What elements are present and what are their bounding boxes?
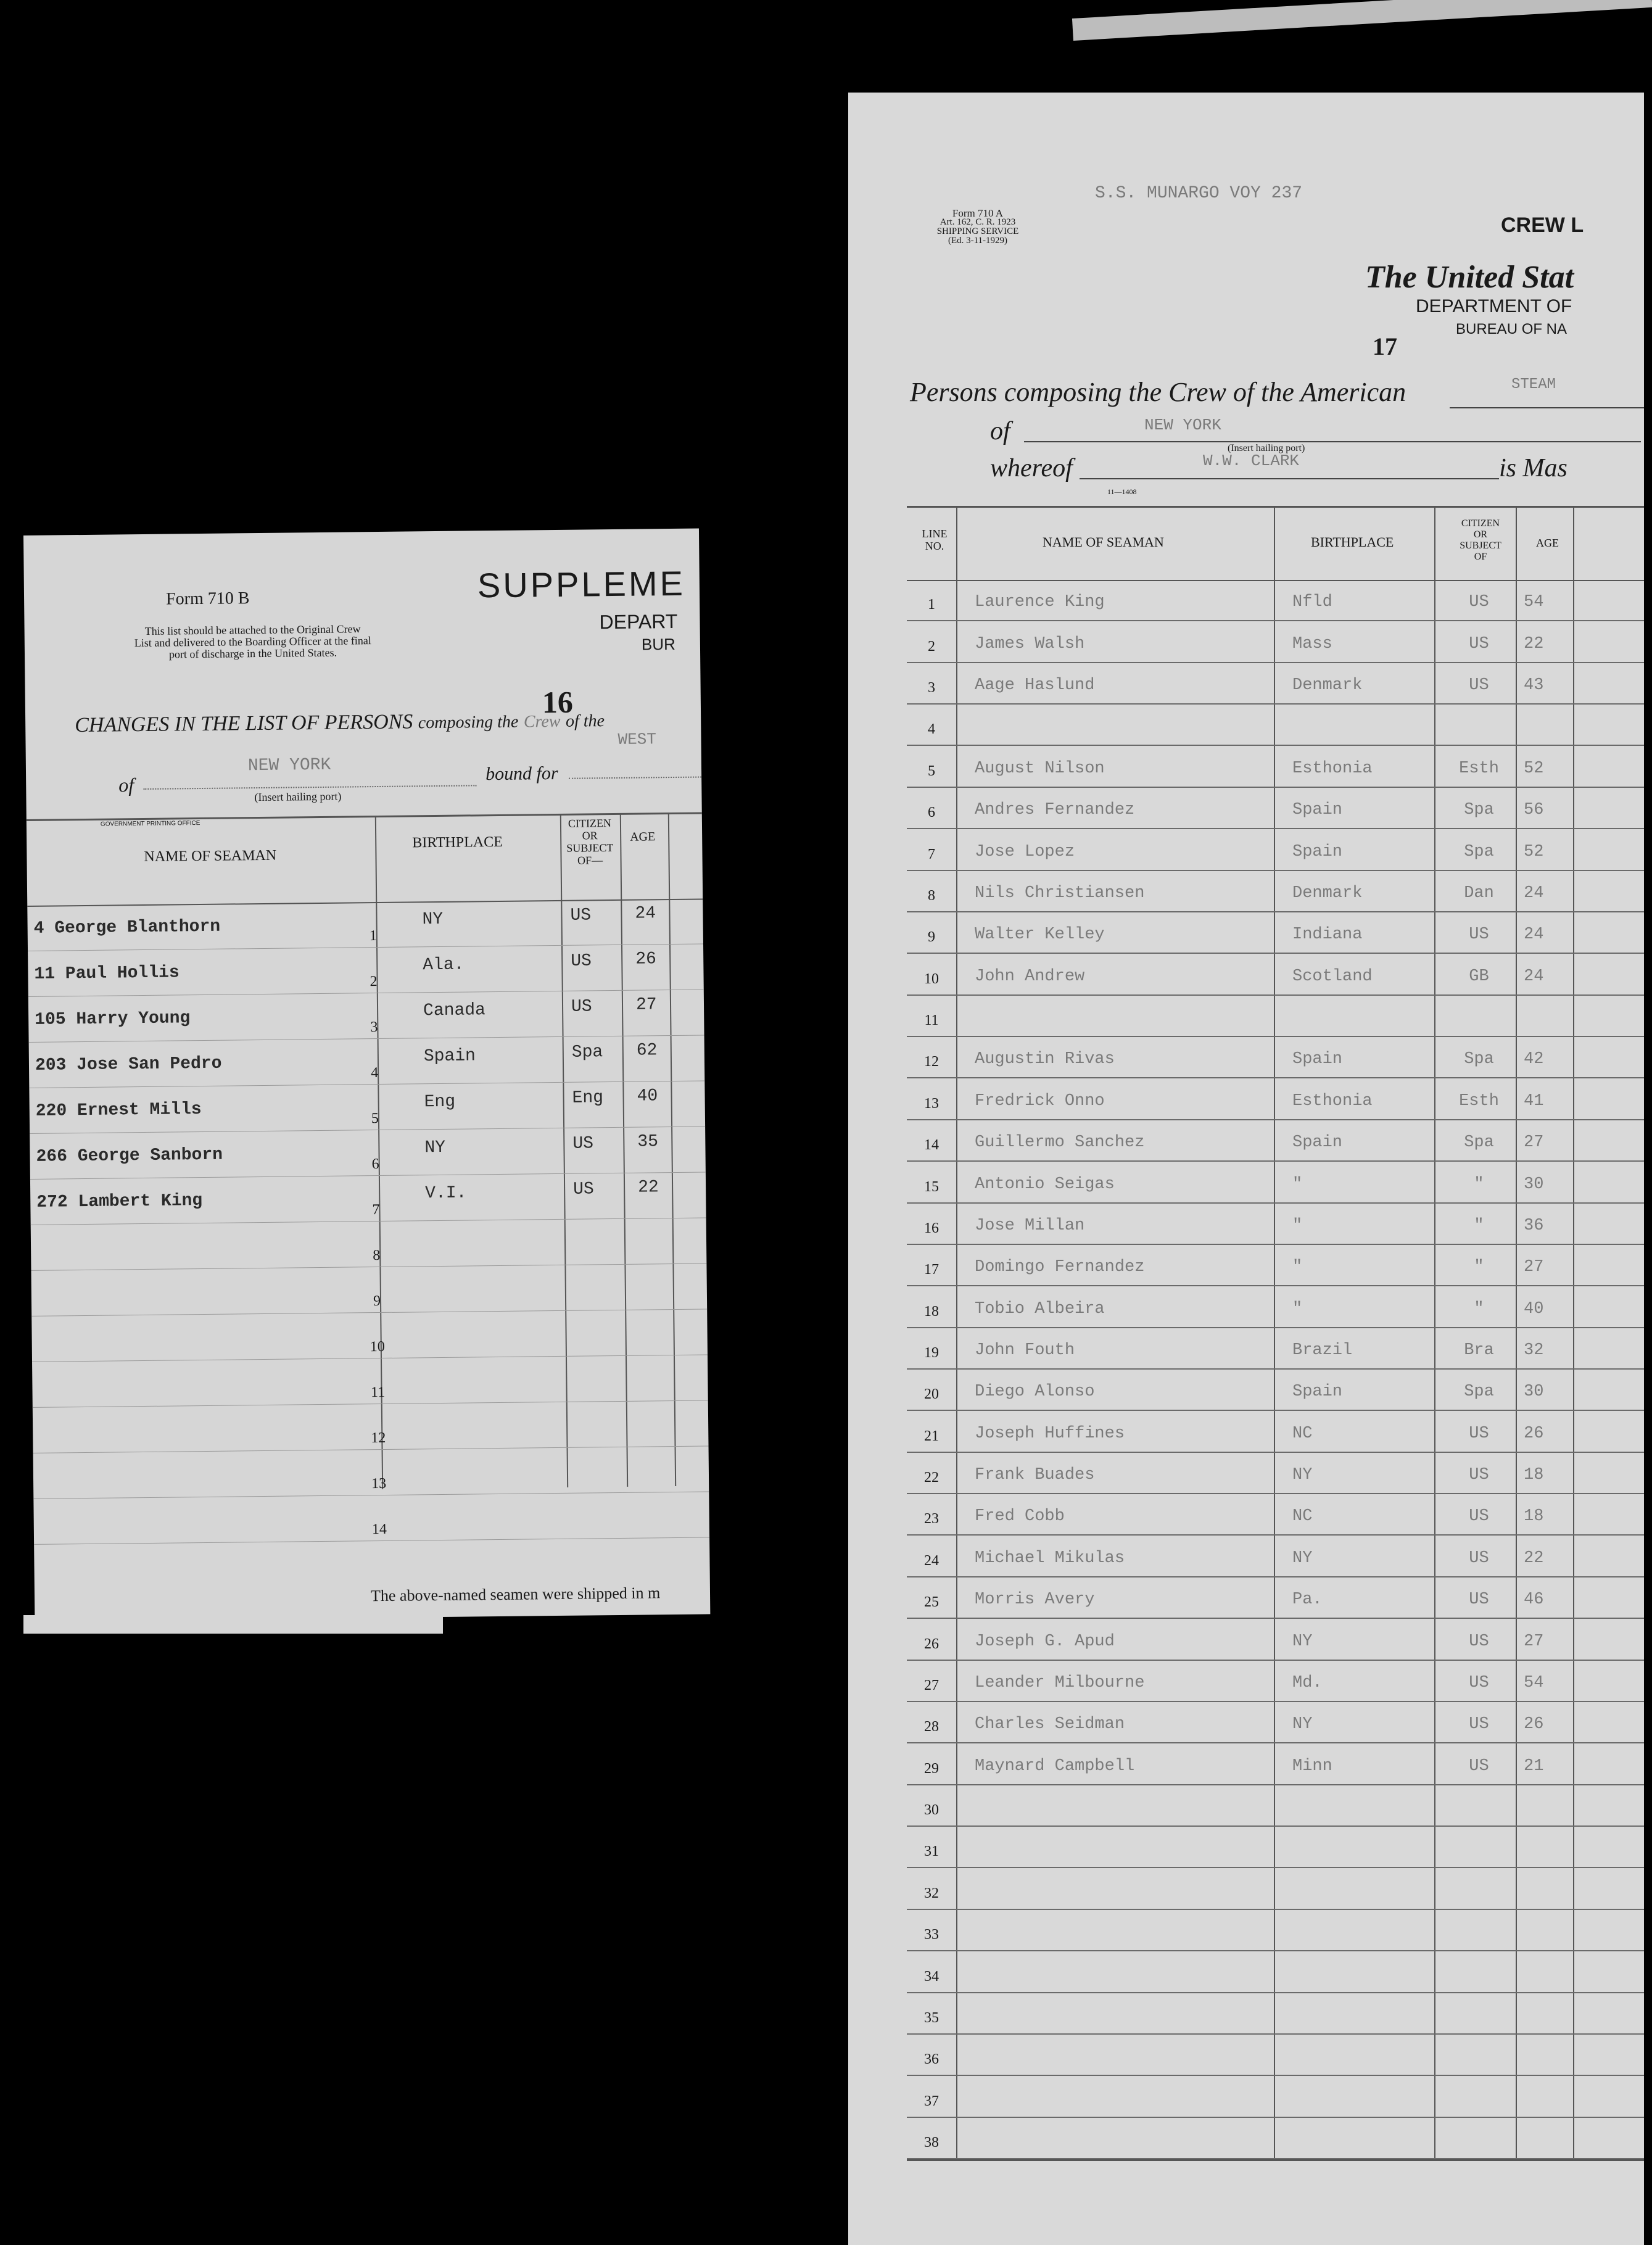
table-row bbox=[907, 1411, 1644, 1452]
citizen-of: Esth bbox=[1459, 759, 1499, 778]
line-number: 2 bbox=[928, 638, 935, 655]
table-row bbox=[907, 1577, 1644, 1619]
table-row bbox=[907, 1120, 1644, 1162]
crew-col-birthplace-header: BIRTHPLACE bbox=[1311, 534, 1394, 550]
birthplace: Scotland bbox=[1292, 967, 1373, 986]
table-row bbox=[907, 1037, 1644, 1078]
seaman-name: John Andrew bbox=[975, 967, 1085, 986]
birthplace: Denmark bbox=[1292, 883, 1363, 903]
citizen-of: US bbox=[571, 997, 592, 1017]
line-number: 12 bbox=[371, 1429, 386, 1447]
line-number: 5 bbox=[928, 763, 935, 779]
age: 27 bbox=[1524, 1632, 1544, 1651]
age: 22 bbox=[1524, 1548, 1544, 1568]
table-row bbox=[907, 1868, 1644, 1909]
supplement-department: DEPART bbox=[599, 610, 678, 634]
table-row bbox=[907, 1162, 1644, 1203]
birthplace: Md. bbox=[1292, 1673, 1323, 1692]
birthplace: NY bbox=[422, 909, 444, 930]
table-row bbox=[907, 1827, 1644, 1868]
line-number: 17 bbox=[924, 1262, 939, 1278]
table-row bbox=[28, 944, 704, 996]
seaman-name: Frank Buades bbox=[975, 1466, 1095, 1485]
table-row bbox=[33, 1492, 709, 1544]
table-row bbox=[907, 2076, 1644, 2117]
birthplace: V.I. bbox=[425, 1183, 467, 1204]
table-row bbox=[907, 1910, 1644, 1951]
citizen-of: US bbox=[571, 951, 592, 971]
citizen-of: Spa bbox=[1464, 1133, 1494, 1152]
line-number: 33 bbox=[924, 1927, 939, 1943]
table-row bbox=[907, 1702, 1644, 1743]
crew-col-name-header: NAME OF SEAMAN bbox=[1043, 534, 1164, 550]
seaman-name: John Fouth bbox=[975, 1341, 1075, 1360]
citizen-of: US bbox=[1469, 1424, 1489, 1443]
col-age-header: AGE bbox=[630, 830, 656, 844]
seaman-name: Laurence King bbox=[975, 593, 1105, 612]
citizen-of: Spa bbox=[571, 1043, 603, 1062]
line-number: 18 bbox=[924, 1303, 939, 1320]
birthplace: " bbox=[1292, 1258, 1303, 1277]
age: 26 bbox=[1524, 1715, 1544, 1734]
citizen-of: US bbox=[1469, 1715, 1489, 1734]
table-row bbox=[907, 829, 1644, 870]
supplement-bureau: BUR bbox=[641, 634, 675, 654]
line-number: 35 bbox=[924, 2009, 939, 2026]
citizen-of: " bbox=[1474, 1175, 1484, 1194]
seaman-name: Morris Avery bbox=[975, 1590, 1095, 1610]
line-number: 8 bbox=[373, 1247, 381, 1264]
seaman-name: Andres Fernandez bbox=[975, 801, 1135, 820]
line-number: 15 bbox=[924, 1178, 939, 1195]
seaman-name: 220 Ernest Mills bbox=[35, 1100, 202, 1121]
line-number: 27 bbox=[924, 1677, 939, 1693]
crew-hailing-caption: (Insert hailing port) bbox=[1228, 443, 1305, 453]
citizen-of: US bbox=[572, 1180, 594, 1199]
birthplace: " bbox=[1292, 1299, 1303, 1318]
age: 43 bbox=[1524, 676, 1544, 695]
birthplace: Pa. bbox=[1292, 1590, 1323, 1610]
line-number: 34 bbox=[924, 1968, 939, 1985]
birthplace: Spain bbox=[1292, 842, 1343, 861]
master-line bbox=[1080, 478, 1499, 479]
citizen-of: US bbox=[1469, 1548, 1489, 1568]
table-row bbox=[907, 1286, 1644, 1328]
age: 56 bbox=[1524, 801, 1544, 820]
birthplace: Ala. bbox=[423, 955, 465, 975]
row-rule bbox=[34, 1537, 709, 1544]
line-number: 16 bbox=[924, 1220, 939, 1236]
age: 27 bbox=[1524, 1133, 1544, 1152]
crew-col-citizen-header: CITIZEN OR SUBJECT OF bbox=[1460, 518, 1501, 562]
table-row bbox=[27, 899, 703, 951]
age: 52 bbox=[1524, 759, 1544, 778]
table-row bbox=[907, 1951, 1644, 1993]
seaman-name: James Walsh bbox=[975, 634, 1085, 653]
table-row bbox=[907, 788, 1644, 829]
age: 35 bbox=[637, 1132, 659, 1152]
age: 18 bbox=[1524, 1466, 1544, 1485]
vessel-type: STEAM bbox=[1511, 376, 1556, 393]
citizen-of: US bbox=[1469, 1673, 1489, 1692]
table-row bbox=[907, 1494, 1644, 1536]
table-row bbox=[907, 871, 1644, 912]
table-row bbox=[907, 1078, 1644, 1120]
citizen-of: US bbox=[570, 906, 592, 925]
age: 40 bbox=[1524, 1299, 1544, 1318]
table-row bbox=[907, 912, 1644, 954]
seaman-name: Domingo Fernandez bbox=[975, 1258, 1145, 1277]
supplement-tear bbox=[23, 1615, 443, 1634]
birthplace: Brazil bbox=[1292, 1341, 1353, 1360]
seaman-name: Michael Mikulas bbox=[975, 1548, 1125, 1568]
table-row bbox=[907, 954, 1644, 995]
age: 22 bbox=[637, 1178, 659, 1197]
line-number: 26 bbox=[924, 1635, 939, 1652]
supplement-title: SUPPLEME bbox=[477, 563, 686, 605]
birthplace: NC bbox=[1292, 1507, 1313, 1526]
seaman-name: Maynard Campbell bbox=[975, 1756, 1135, 1776]
seaman-name: 203 Jose San Pedro bbox=[35, 1054, 222, 1075]
birthplace: NY bbox=[1292, 1548, 1313, 1568]
age: 46 bbox=[1524, 1590, 1544, 1610]
table-row bbox=[907, 746, 1644, 787]
vessel-type-line bbox=[1450, 407, 1644, 408]
table-row bbox=[30, 1172, 706, 1225]
supplement-hailing-port: NEW YORK bbox=[247, 755, 331, 776]
line-number: 14 bbox=[371, 1521, 387, 1538]
age: 24 bbox=[1524, 967, 1544, 986]
birthplace: Denmark bbox=[1292, 676, 1363, 695]
citizen-of: US bbox=[1469, 925, 1489, 945]
birthplace: Canada bbox=[423, 1001, 486, 1021]
age: 24 bbox=[635, 904, 656, 924]
changes-heading: CHANGES IN THE LIST OF PERSONS composing the Crew of the bbox=[75, 710, 605, 737]
bound-for-label: bound for bbox=[485, 763, 558, 785]
table-row bbox=[907, 663, 1644, 705]
birthplace: Minn bbox=[1292, 1756, 1332, 1776]
table-row bbox=[907, 580, 1644, 621]
age: 26 bbox=[635, 949, 657, 969]
birthplace: NY bbox=[1292, 1715, 1313, 1734]
line-number: 24 bbox=[924, 1552, 939, 1569]
line-number: 3 bbox=[370, 1019, 378, 1036]
col-name-header: NAME OF SEAMAN bbox=[144, 847, 277, 865]
table-row bbox=[907, 1536, 1644, 1577]
table-row bbox=[907, 1661, 1644, 1702]
birthplace: Spain bbox=[1292, 1383, 1343, 1402]
crew-col-age-header: AGE bbox=[1536, 537, 1559, 549]
supplement-footer: The above-named seamen were shipped in m bbox=[370, 1584, 661, 1605]
seaman-name: 11 Paul Hollis bbox=[34, 963, 180, 984]
seaman-name: Nils Christiansen bbox=[975, 883, 1145, 903]
persons-heading: Persons composing the Crew of the American bbox=[910, 377, 1406, 407]
age: 32 bbox=[1524, 1341, 1544, 1360]
department-title: DEPARTMENT OF bbox=[1416, 296, 1572, 316]
line-number: 37 bbox=[924, 2093, 939, 2109]
citizen-of: US bbox=[1469, 634, 1489, 653]
whereof-label: whereof bbox=[990, 454, 1073, 482]
table-row bbox=[907, 1370, 1644, 1411]
age: 40 bbox=[637, 1086, 658, 1106]
citizen-of: Spa bbox=[1464, 1050, 1494, 1069]
line-number: 23 bbox=[924, 1511, 939, 1528]
line-number: 22 bbox=[924, 1470, 939, 1486]
line-number: 28 bbox=[924, 1719, 939, 1735]
citizen-of: US bbox=[1469, 1632, 1489, 1651]
line-number: 36 bbox=[924, 2051, 939, 2068]
table-row bbox=[31, 1218, 707, 1270]
citizen-of: US bbox=[1469, 676, 1489, 695]
line-number: 9 bbox=[928, 929, 935, 946]
table-row bbox=[29, 1081, 705, 1133]
citizen-of: US bbox=[1469, 1756, 1489, 1776]
citizen-of: Eng bbox=[572, 1088, 604, 1108]
age: 36 bbox=[1524, 1216, 1544, 1235]
seaman-name: Tobio Albeira bbox=[975, 1299, 1105, 1318]
table-row bbox=[907, 621, 1644, 663]
line-number: 32 bbox=[924, 1885, 939, 1901]
crew-list-sheet bbox=[848, 93, 1644, 2245]
supplement-of-label: of bbox=[118, 774, 134, 796]
line-number: 5 bbox=[371, 1110, 379, 1127]
line-number: 8 bbox=[928, 887, 935, 904]
age: 41 bbox=[1524, 1091, 1544, 1110]
age: 18 bbox=[1524, 1507, 1544, 1526]
citizen-of: Spa bbox=[1464, 801, 1494, 820]
line-number: 38 bbox=[924, 2134, 939, 2151]
crew-table-top bbox=[907, 506, 1644, 508]
supplement-hailing-caption: (Insert hailing port) bbox=[254, 790, 342, 804]
attach-note: This list should be attached to the Original Crew List and delivered to the Boarding Officer at the final port of discharge in the United States. bbox=[134, 622, 371, 661]
line-number: 11 bbox=[370, 1384, 386, 1401]
citizen-of: GB bbox=[1469, 967, 1489, 986]
bound-for-line bbox=[569, 777, 701, 779]
age: 30 bbox=[1524, 1383, 1544, 1402]
age: 21 bbox=[1524, 1756, 1544, 1776]
citizen-of: " bbox=[1474, 1216, 1484, 1235]
line-number: 10 bbox=[370, 1338, 385, 1355]
citizen-of: US bbox=[1469, 1466, 1489, 1485]
crew-hailing-port: NEW YORK bbox=[1144, 416, 1221, 434]
table-row bbox=[31, 1309, 708, 1362]
seaman-name: Guillermo Sanchez bbox=[975, 1133, 1145, 1152]
table-row bbox=[907, 1204, 1644, 1245]
master-name: W.W. CLARK bbox=[1203, 452, 1300, 470]
table-row bbox=[33, 1400, 709, 1453]
table-row bbox=[907, 1785, 1644, 1827]
ship-voyage: S.S. MUNARGO VOY 237 bbox=[1095, 184, 1303, 203]
table-row bbox=[32, 1355, 708, 1407]
line-number: 14 bbox=[924, 1137, 939, 1154]
age: 52 bbox=[1524, 842, 1544, 861]
line-number: 7 bbox=[928, 846, 935, 862]
col-citizen-header: CITIZEN OR SUBJECT OF— bbox=[566, 817, 614, 867]
seaman-name: Augustin Rivas bbox=[975, 1050, 1115, 1069]
seaman-name: Diego Alonso bbox=[975, 1383, 1095, 1402]
table-row bbox=[907, 2118, 1644, 2159]
line-number: 12 bbox=[924, 1054, 939, 1070]
seaman-name: 266 George Sanborn bbox=[36, 1145, 223, 1167]
line-number: 3 bbox=[928, 680, 935, 697]
line-number: 6 bbox=[928, 804, 935, 821]
bureau-title: BUREAU OF NA bbox=[1456, 321, 1567, 337]
line-number: 13 bbox=[371, 1475, 387, 1492]
line-number: 25 bbox=[924, 1594, 939, 1611]
age: 54 bbox=[1524, 1673, 1544, 1692]
age: 42 bbox=[1524, 1050, 1544, 1069]
line-number: 11 bbox=[924, 1012, 939, 1029]
age: 62 bbox=[636, 1041, 658, 1060]
birthplace: Spain bbox=[1292, 1050, 1343, 1069]
citizen-of: Spa bbox=[1464, 1383, 1494, 1402]
citizen-of: Spa bbox=[1464, 842, 1494, 861]
crew-of-label: of bbox=[990, 417, 1010, 445]
table-row bbox=[31, 1263, 707, 1316]
table-row bbox=[907, 1619, 1644, 1660]
birthplace: NY bbox=[1292, 1466, 1313, 1485]
line-number: 7 bbox=[372, 1202, 380, 1218]
birthplace: Eng bbox=[424, 1092, 456, 1112]
crew-print-code: 11—1408 bbox=[1107, 487, 1137, 496]
crew-table-bottom bbox=[907, 2159, 1644, 2161]
birthplace: Spain bbox=[1292, 801, 1343, 820]
citizen-of: US bbox=[572, 1134, 594, 1154]
age: 22 bbox=[1524, 634, 1544, 653]
line-number: 2 bbox=[370, 974, 378, 990]
line-number: 1 bbox=[928, 597, 935, 613]
table-row bbox=[907, 996, 1644, 1037]
col-birthplace-header: BIRTHPLACE bbox=[412, 833, 503, 851]
table-row bbox=[33, 1446, 709, 1499]
supplement-vessel: WEST bbox=[617, 730, 657, 749]
line-number: 20 bbox=[924, 1386, 939, 1403]
birthplace: NY bbox=[1292, 1632, 1313, 1651]
seaman-name: Jose Lopez bbox=[975, 842, 1075, 861]
seaman-name: Leander Milbourne bbox=[975, 1673, 1145, 1692]
birthplace: Mass bbox=[1292, 634, 1332, 653]
age: 27 bbox=[635, 995, 657, 1015]
line-number: 31 bbox=[924, 1843, 939, 1860]
crew-list-number: 17 bbox=[1373, 333, 1397, 360]
seaman-name: Antonio Seigas bbox=[975, 1175, 1115, 1194]
seaman-name: August Nilson bbox=[975, 759, 1105, 778]
birthplace: Esthonia bbox=[1292, 759, 1373, 778]
line-number: 21 bbox=[924, 1428, 939, 1444]
line-number: 4 bbox=[928, 721, 935, 738]
age: 26 bbox=[1524, 1424, 1544, 1443]
birthplace: Spain bbox=[1292, 1133, 1343, 1152]
table-row bbox=[907, 1453, 1644, 1494]
table-row bbox=[30, 1127, 706, 1179]
seaman-name: Fredrick Onno bbox=[975, 1091, 1105, 1110]
is-master-label: is Mas bbox=[1499, 454, 1567, 482]
table-row bbox=[28, 990, 704, 1042]
age: 30 bbox=[1524, 1175, 1544, 1194]
birthplace: Esthonia bbox=[1292, 1091, 1373, 1110]
citizen-of: US bbox=[1469, 593, 1489, 612]
seaman-name: Charles Seidman bbox=[975, 1715, 1125, 1734]
birthplace: Nfld bbox=[1292, 593, 1332, 612]
citizen-of: Bra bbox=[1464, 1341, 1494, 1360]
line-number: 30 bbox=[924, 1802, 939, 1819]
seaman-name: Joseph G. Apud bbox=[975, 1632, 1115, 1651]
form-710a-label: Form 710 A Art. 162, C. R. 1923 SHIPPING SERVICE (Ed. 3-11-1929) bbox=[936, 207, 1019, 246]
birthplace: Indiana bbox=[1292, 925, 1363, 945]
line-number: 4 bbox=[371, 1065, 379, 1081]
seaman-name: Fred Cobb bbox=[975, 1507, 1065, 1526]
line-number: 1 bbox=[369, 928, 377, 945]
table-row bbox=[907, 2035, 1644, 2076]
table-row bbox=[907, 1743, 1644, 1785]
line-number: 10 bbox=[924, 970, 939, 987]
crew-list-title: CREW L bbox=[1501, 213, 1584, 237]
line-number: 9 bbox=[373, 1293, 381, 1310]
supplement-form-label: Form 710 B bbox=[165, 589, 250, 609]
age: 27 bbox=[1524, 1258, 1544, 1277]
table-row bbox=[29, 1035, 705, 1088]
citizen-of: US bbox=[1469, 1590, 1489, 1610]
table-row bbox=[907, 705, 1644, 746]
age: 24 bbox=[1524, 883, 1544, 903]
line-number: 6 bbox=[371, 1156, 379, 1173]
age: 24 bbox=[1524, 925, 1544, 945]
line-number: 29 bbox=[924, 1760, 939, 1777]
line-number: 19 bbox=[924, 1344, 939, 1361]
birthplace: " bbox=[1292, 1175, 1303, 1194]
seaman-name: Walter Kelley bbox=[975, 925, 1105, 945]
seaman-name: Jose Millan bbox=[975, 1216, 1085, 1235]
seaman-name: Aage Haslund bbox=[975, 676, 1095, 695]
seaman-name: 4 George Blanthorn bbox=[33, 917, 221, 938]
table-row bbox=[907, 1328, 1644, 1370]
citizen-of: US bbox=[1469, 1507, 1489, 1526]
table-row bbox=[907, 1993, 1644, 2035]
seaman-name: 272 Lambert King bbox=[36, 1191, 203, 1212]
birthplace: NC bbox=[1292, 1424, 1313, 1443]
hailing-port-line bbox=[143, 785, 476, 790]
age: 54 bbox=[1524, 593, 1544, 612]
united-states-title: The United Stat bbox=[1365, 260, 1574, 295]
birthplace: NY bbox=[424, 1138, 446, 1158]
citizen-of: Dan bbox=[1464, 883, 1494, 903]
crew-col-line-header: LINE NO. bbox=[922, 527, 948, 552]
torn-edge-strip bbox=[1072, 0, 1652, 41]
table-row bbox=[907, 1245, 1644, 1286]
citizen-of: Esth bbox=[1459, 1091, 1499, 1110]
birthplace: " bbox=[1292, 1216, 1303, 1235]
supplement-list-number: 16 bbox=[542, 684, 574, 720]
citizen-of: " bbox=[1474, 1299, 1484, 1318]
citizen-of: " bbox=[1474, 1258, 1484, 1277]
line-number: 13 bbox=[924, 1095, 939, 1112]
print-office-note: GOVERNMENT PRINTING OFFICE bbox=[100, 820, 200, 828]
birthplace: Spain bbox=[423, 1046, 476, 1067]
seaman-name: 105 Harry Young bbox=[35, 1009, 191, 1030]
supplement-sheet bbox=[23, 529, 710, 1621]
crew-hailing-line bbox=[1024, 441, 1641, 442]
seaman-name: Joseph Huffines bbox=[975, 1424, 1125, 1443]
